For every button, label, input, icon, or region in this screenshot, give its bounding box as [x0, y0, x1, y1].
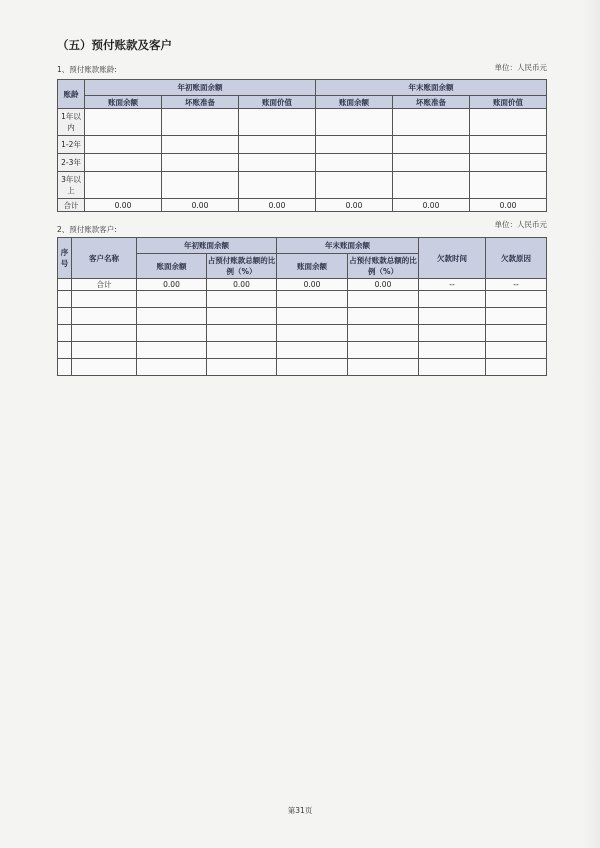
arrears-reason-cell: -- [486, 279, 547, 291]
sub-col-header: 账面余额 [85, 96, 162, 109]
table-cell [277, 308, 348, 325]
row-label: 1年以内 [58, 109, 85, 136]
seq-cell [58, 279, 72, 291]
table-cell [58, 325, 72, 342]
table-cell [419, 325, 486, 342]
table-cell [239, 154, 316, 172]
table-cell [85, 136, 162, 154]
sub-col-header: 账面余额 [277, 254, 348, 279]
total-cell: 0.00 [162, 199, 239, 212]
table-cell [419, 308, 486, 325]
table-cell [137, 291, 207, 308]
sub-col-header: 账面价值 [470, 96, 547, 109]
table-row [58, 136, 547, 154]
aging-col-header: 账龄 [58, 80, 85, 109]
table-cell [72, 325, 137, 342]
table-cell [419, 342, 486, 359]
page-number: 第31页 [287, 806, 313, 815]
table-cell [470, 136, 547, 154]
scan-shadow [582, 0, 600, 848]
table-row [58, 109, 547, 136]
table-cell [393, 109, 470, 136]
row-label: 3年以上 [58, 172, 85, 199]
end-balance-header: 年末账面余额 [316, 80, 547, 96]
table-cell [277, 325, 348, 342]
table-cell [316, 136, 393, 154]
total-cell: 0.00 [470, 199, 547, 212]
table-cell [58, 291, 72, 308]
table-cell [58, 342, 72, 359]
section2-subtitle: 2、预付账款客户: [57, 225, 117, 234]
table-cell [470, 154, 547, 172]
total-cell: 0.00 [239, 199, 316, 212]
page-title: （五）预付账款及客户 [57, 38, 172, 52]
table-cell [277, 291, 348, 308]
table-cell [239, 136, 316, 154]
table-cell [207, 308, 277, 325]
table-cell [137, 325, 207, 342]
table-cell [348, 359, 419, 376]
table-row [58, 154, 547, 172]
seq-col-header: 序号 [58, 238, 72, 279]
total-label: 合计 [58, 199, 85, 212]
table-cell [393, 172, 470, 199]
table-row [58, 359, 547, 376]
table-row [58, 172, 547, 199]
total-row [58, 199, 547, 212]
begin-balance-header: 年初账面余额 [137, 238, 277, 254]
sub-col-header: 占预付账款总额的比例（%） [207, 254, 277, 279]
table-cell [72, 342, 137, 359]
table-row [58, 308, 547, 325]
table-cell [58, 359, 72, 376]
sub-col-header: 账面价值 [239, 96, 316, 109]
section2-unit: 单位：人民币元 [494, 220, 547, 229]
sub-col-header: 坏账准备 [162, 96, 239, 109]
total-label: 合计 [72, 279, 137, 291]
table-cell [207, 359, 277, 376]
sub-col-header: 账面余额 [137, 254, 207, 279]
table-cell [85, 172, 162, 199]
table-cell [486, 342, 547, 359]
table-cell [486, 308, 547, 325]
table-cell [58, 308, 72, 325]
total-cell: 0.00 [348, 279, 419, 291]
table-cell [419, 291, 486, 308]
table-cell [207, 291, 277, 308]
table-row [58, 291, 547, 308]
row-label: 1-2年 [58, 136, 85, 154]
arrears-time-header: 欠款时间 [419, 238, 486, 279]
table-cell [316, 109, 393, 136]
table-cell [348, 308, 419, 325]
customer-table [57, 237, 547, 376]
table-cell [348, 342, 419, 359]
sub-col-header: 占预付账款总额的比例（%） [348, 254, 419, 279]
table-cell [239, 109, 316, 136]
table-cell [316, 154, 393, 172]
section1-unit: 单位：人民币元 [494, 63, 547, 72]
table-cell [277, 359, 348, 376]
table-cell [85, 154, 162, 172]
table-cell [137, 308, 207, 325]
table-row [58, 325, 547, 342]
table-cell [162, 109, 239, 136]
table-cell [348, 325, 419, 342]
table-cell [72, 308, 137, 325]
table-cell [316, 172, 393, 199]
table-cell [348, 291, 419, 308]
section1-subtitle: 1、预付账款账龄: [57, 65, 117, 74]
table-cell [239, 172, 316, 199]
table-cell [393, 136, 470, 154]
begin-balance-header: 年初账面余额 [85, 80, 316, 96]
sub-col-header: 坏账准备 [393, 96, 470, 109]
table-cell [162, 172, 239, 199]
total-cell: 0.00 [207, 279, 277, 291]
total-cell: 0.00 [137, 279, 207, 291]
sub-col-header: 账面余额 [316, 96, 393, 109]
table-cell [419, 359, 486, 376]
table-cell [277, 342, 348, 359]
table-cell [162, 136, 239, 154]
aging-table [57, 79, 547, 212]
table-cell [207, 325, 277, 342]
table-cell [470, 172, 547, 199]
customer-name-header: 客户名称 [72, 238, 137, 279]
table-cell [85, 109, 162, 136]
row-label: 2-3年 [58, 154, 85, 172]
table-cell [72, 359, 137, 376]
table-cell [137, 342, 207, 359]
total-cell: 0.00 [85, 199, 162, 212]
table-row [58, 342, 547, 359]
table-cell [470, 109, 547, 136]
table-cell [486, 291, 547, 308]
table-cell [486, 359, 547, 376]
total-cell: 0.00 [393, 199, 470, 212]
total-cell: 0.00 [316, 199, 393, 212]
end-balance-header: 年末账面余额 [277, 238, 419, 254]
table-cell [162, 154, 239, 172]
table-cell [207, 342, 277, 359]
table-cell [393, 154, 470, 172]
arrears-time-cell: -- [419, 279, 486, 291]
table-cell [137, 359, 207, 376]
table-cell [486, 325, 547, 342]
arrears-reason-header: 欠款原因 [486, 238, 547, 279]
total-cell: 0.00 [277, 279, 348, 291]
table-cell [72, 291, 137, 308]
total-row [58, 279, 547, 291]
